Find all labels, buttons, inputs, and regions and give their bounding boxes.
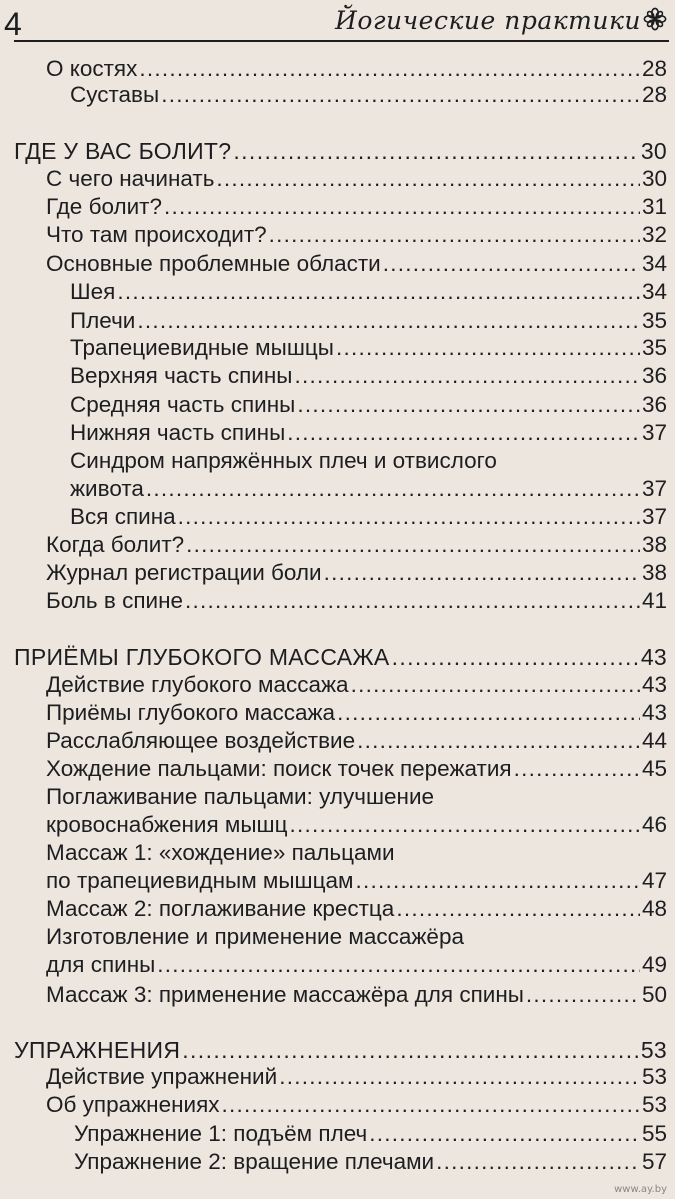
toc-entry: [0, 670, 675, 700]
toc-entry-title: Массаж 3: применение массажёра для спины: [46, 982, 524, 1007]
dot-leader: [117, 277, 640, 307]
toc-page-number: 53: [641, 1064, 667, 1089]
toc-entry-title: Действие упражнений: [46, 1064, 278, 1089]
toc-entry-line: Синдром напряжённых плеч и отвислого: [70, 448, 497, 473]
dot-leader: [369, 1119, 640, 1149]
dot-leader: [324, 558, 640, 588]
dot-leader: [164, 192, 640, 222]
toc-page-number: 31: [641, 194, 667, 219]
toc-page-number: 49: [641, 952, 667, 977]
toc-entry: [0, 950, 675, 980]
dot-leader: [146, 474, 640, 504]
toc-page-number: 38: [641, 532, 667, 557]
toc-entry: [0, 698, 675, 728]
dot-leader: [436, 1147, 640, 1177]
dot-leader: [222, 1090, 640, 1120]
page-header: [0, 0, 675, 46]
toc-entry: [0, 277, 675, 307]
dot-leader: [186, 530, 640, 560]
toc-entry-title: Об упражнениях: [46, 1092, 220, 1117]
toc-page-number: 43: [640, 644, 667, 670]
toc-entry: [0, 164, 675, 194]
dot-leader: [233, 136, 638, 166]
dot-leader: [269, 220, 640, 250]
toc-entry: [0, 390, 675, 420]
toc-page-number: 32: [641, 222, 667, 247]
dot-leader: [294, 361, 640, 391]
toc-entry-title: Боль в спине: [46, 588, 184, 613]
toc-page-number: 37: [641, 476, 667, 501]
dot-leader: [178, 502, 640, 532]
toc-entry-title: Хождение пальцами: поиск точек пережатия: [46, 756, 512, 781]
toc-page-number: 46: [641, 812, 667, 837]
toc-entry-title: Журнал регистрации боли: [46, 560, 322, 585]
toc-entry-title: живота: [70, 476, 144, 501]
toc-entry: [0, 80, 675, 110]
toc-entry-title: ГДЕ У ВАС БОЛИТ?: [14, 138, 232, 164]
toc-entry: [0, 502, 675, 532]
toc-entry-title: по трапециевидным мышцам: [46, 868, 354, 893]
toc-entry: [0, 558, 675, 588]
page-number: 4: [4, 6, 22, 42]
toc-entry: [0, 333, 675, 363]
dot-leader: [182, 1035, 639, 1065]
header-rule: [14, 40, 669, 42]
toc-entry-line: Изготовление и применение массажёра: [46, 924, 464, 949]
toc-entry-title: Шея: [70, 279, 116, 304]
running-title: Йогические практики: [335, 6, 641, 35]
watermark: www.ay.by: [614, 1184, 667, 1195]
toc-entry: [0, 810, 675, 840]
toc-entry-title: ПРИЁМЫ ГЛУБОКОГО МАССАЖА: [14, 644, 390, 670]
toc-entry-title: Верхняя часть спины: [70, 363, 293, 388]
toc-section-heading: [0, 136, 675, 166]
toc-entry-title: С чего начинать: [46, 166, 215, 191]
dot-leader: [289, 810, 639, 840]
toc-page-number: 50: [641, 982, 667, 1007]
toc-entry: [0, 249, 675, 279]
toc-entry: [0, 1062, 675, 1092]
toc-entry-title: Что там происходит?: [46, 222, 267, 247]
toc-page-number: 41: [641, 588, 667, 613]
toc-entry: [0, 306, 675, 336]
toc-page-number: 34: [641, 251, 667, 276]
toc-entry-line: Поглаживание пальцами: улучшение: [46, 784, 435, 809]
toc-entry: [0, 474, 675, 504]
toc-entry: [0, 1147, 675, 1177]
flower-icon: [643, 7, 667, 31]
toc-page-number: 57: [641, 1149, 667, 1174]
toc-entry: [0, 866, 675, 896]
dot-leader: [157, 950, 640, 980]
toc-entry-title: для спины: [46, 952, 156, 977]
dot-leader: [396, 894, 640, 924]
toc-section-heading: [0, 642, 675, 672]
dot-leader: [216, 164, 640, 194]
toc-entry-title: Плечи: [70, 308, 136, 333]
toc-page-number: 36: [641, 392, 667, 417]
toc-page-number: 35: [641, 308, 667, 333]
toc-entry-title: Где болит?: [46, 194, 162, 219]
toc-entry: [0, 192, 675, 222]
toc-page-number: 36: [641, 363, 667, 388]
toc-entry: [0, 361, 675, 391]
toc-page-number: 28: [641, 56, 667, 81]
toc-entry-title: Упражнение 2: вращение плечами: [74, 1149, 435, 1174]
dot-leader: [185, 586, 640, 616]
toc-entry-title: Вся спина: [70, 504, 176, 529]
toc-page-number: 37: [641, 504, 667, 529]
toc-entry: [0, 418, 675, 448]
toc-page-number: 28: [641, 82, 667, 107]
dot-leader: [355, 866, 639, 896]
toc-page-number: 38: [641, 560, 667, 585]
toc-entry-title: кровоснабжения мышц: [46, 812, 288, 837]
toc-entry-title: Действие глубокого массажа: [46, 672, 349, 697]
toc-entry-title: Расслабляющее воздействие: [46, 728, 356, 753]
toc-entry: [0, 530, 675, 560]
dot-leader: [279, 1062, 640, 1092]
toc-entry: [0, 726, 675, 756]
toc-entry-title: Массаж 2: поглаживание крестца: [46, 896, 395, 921]
toc-page-number: 53: [641, 1092, 667, 1117]
toc-page-number: 37: [641, 420, 667, 445]
dot-leader: [526, 980, 640, 1010]
dot-leader: [297, 390, 640, 420]
toc-entry: [0, 980, 675, 1010]
toc-page-number: 47: [641, 868, 667, 893]
toc-entry: [0, 1119, 675, 1149]
toc-entry: [0, 586, 675, 616]
dot-leader: [161, 80, 640, 110]
toc-entry: [0, 894, 675, 924]
dot-leader: [336, 333, 640, 363]
dot-leader: [287, 418, 640, 448]
toc-entry-title: Трапециевидные мышцы: [70, 335, 334, 360]
toc-entry: [0, 754, 675, 784]
toc-entry-line: Массаж 1: «хождение» пальцами: [46, 840, 395, 865]
dot-leader: [357, 726, 640, 756]
toc-page-number: 30: [640, 138, 667, 164]
toc-page-number: 53: [640, 1037, 667, 1063]
toc-page-number: 44: [641, 728, 667, 753]
toc-page-number: 35: [641, 335, 667, 360]
toc-entry-title: Упражнение 1: подъём плеч: [74, 1121, 368, 1146]
toc-page-number: 48: [641, 896, 667, 921]
toc-page-number: 43: [641, 672, 667, 697]
toc-page-number: 45: [641, 756, 667, 781]
toc-entry: [0, 220, 675, 250]
dot-leader: [514, 754, 640, 784]
toc-section-heading: [0, 1035, 675, 1065]
toc-entry: [0, 1090, 675, 1120]
toc-entry-title: Нижняя часть спины: [70, 420, 286, 445]
toc-entry-title: Основные проблемные области: [46, 251, 381, 276]
toc-entry-title: Когда болит?: [46, 532, 185, 557]
toc-page-number: 55: [641, 1121, 667, 1146]
dot-leader: [337, 698, 640, 728]
toc-entry-title: О костях: [46, 56, 138, 81]
dot-leader: [351, 670, 640, 700]
toc-entry-title: УПРАЖНЕНИЯ: [14, 1037, 181, 1063]
dot-leader: [137, 306, 640, 336]
toc-page-number: 30: [641, 166, 667, 191]
dot-leader: [392, 642, 639, 672]
dot-leader: [383, 249, 640, 279]
toc-entry-title: Суставы: [70, 82, 160, 107]
toc-entry-title: Приёмы глубокого массажа: [46, 700, 336, 725]
toc-page-number: 34: [641, 279, 667, 304]
toc-entry-title: Средняя часть спины: [70, 392, 296, 417]
toc-page-number: 43: [641, 700, 667, 725]
